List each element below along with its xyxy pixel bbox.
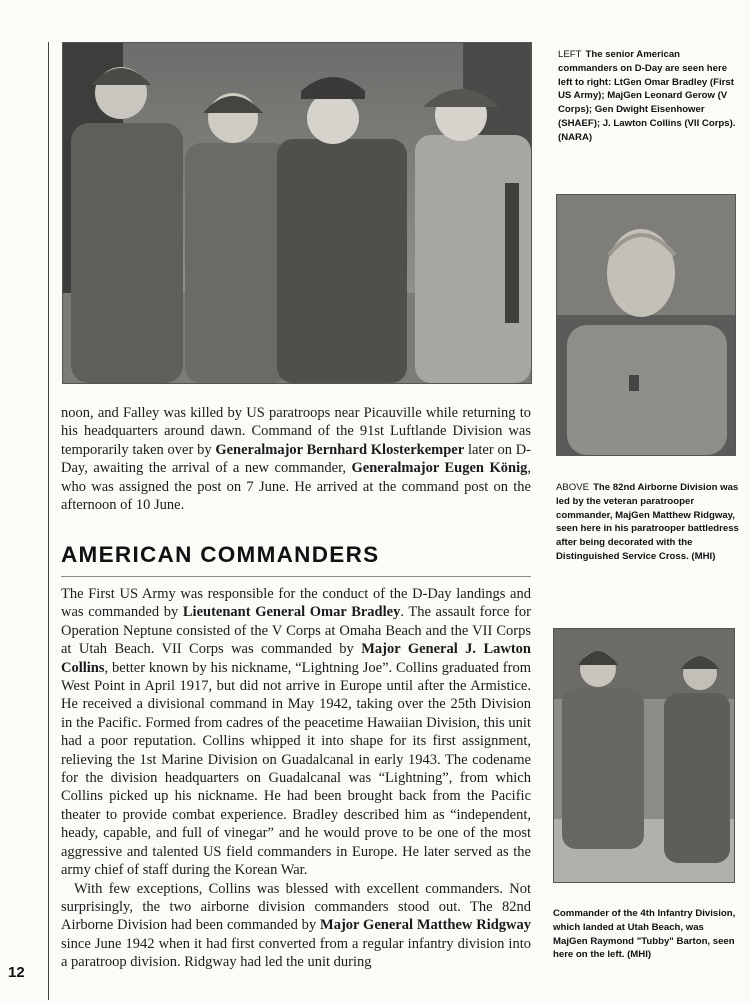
caption-senior-commanders [558,48,740,145]
text-run: , who was assigned the post on 7 June. He arrived at the command post on the afternoon of 10 June. [61,460,531,514]
page-number: 12 [8,964,25,981]
heading-divider [61,576,531,577]
caption-text: Commander of the 4th Infantry Division, which landed at Utah Beach, was MajGen Raymond "Tubby" Barton, seen here on the left. (MHI) [553,908,736,961]
photo-barton [553,628,735,883]
text-run: With few exceptions, Collins was blessed with excellent commanders. Not surprisingly, the two airborne division commanders stood out. The 82nd Airborne Division had been commanded by [61,880,531,934]
photo-senior-commanders [62,42,532,384]
text-run: noon, and Falley was killed by US paratroops near Picauville while returning to his headquarters around dawn. Command of the 91st Luftlande Division was temporarily taken over by [61,405,531,458]
caption-lead-left: LEFT [558,49,582,60]
caption-ridgway [556,481,740,564]
name-konig: Generalmajor Eugen König [351,460,528,477]
text-run: , better known by his nickname, “Lightning Joe”. Collins graduated from West Point in April 1917, but did not arrive in Europe until after the Armistice. He received a divisional command in May 1942, taking over the 25th Division in the Pacific. Formed from cadres of the peacetime Hawaiian Division, this unit had a poor reputation. Collins whipped it into shape for its first assignment, relieving the 1st Marine Division on Guadalcanal in early 1943. The codename for the division headquarters on Guadalcanal was “Lightning”, from which Collins picked up his nickname. He had been brought back from the Pacific theater to provide combat experience. Bradley described him as “independent, heady, capable, and full of vinegar” and he would prove to be one of the most aggressive and talented US field commanders in Europe. He later served as the army chief of staff during the Korean War. [61,659,531,879]
text-run: since June 1942 when it had first converted from a regular infantry division into a paratroop division. Ridgway had led the unit during [61,935,531,971]
caption-text: The 82nd Airborne Division was led by the veteran paratrooper commander, MajGen Matthew Ridgway, seen here in his paratrooper battledress after being decorated with the Distinguished Service Cross. (MHI) [556,482,739,562]
photo-ridgway-portrait [556,194,736,456]
name-klosterkemper: Generalmajor Bernhard Klosterkemper [215,441,465,458]
paragraph-collins [61,585,531,880]
intro-paragraph [61,404,531,514]
caption-lead-above: ABOVE [556,482,590,493]
margin-rule [48,42,49,1000]
text-run: later on D-Day, awaiting the arrival of a new commander, [61,441,532,477]
text-run: . The assault force for Operation Neptune consisted of the V Corps at Omaha Beach and the VII Corps at Utah Beach. VII Corps was commanded by [61,604,531,658]
caption-text: The senior American commanders on D-Day are seen here left to right: LtGen Omar Bradley (First US Army); MajGen Leonard Gerow (V Corps); Gen Dwight Eisenhower (SHAEF); J. Lawton Collins (VII Corps). (NARA) [558,49,736,143]
name-bradley: Lieutenant General Omar Bradley [182,604,401,621]
section-body [61,585,531,972]
caption-barton [553,907,739,962]
text-run: The First US Army was responsible for the conduct of the D-Day landings and was commanded by [61,586,531,621]
name-ridgway: Major General Matthew Ridgway [320,917,532,934]
paragraph-ridgway [61,880,531,972]
name-collins: Major General J. Lawton Collins [61,641,531,676]
section-heading: AMERICAN COMMANDERS [61,542,380,567]
